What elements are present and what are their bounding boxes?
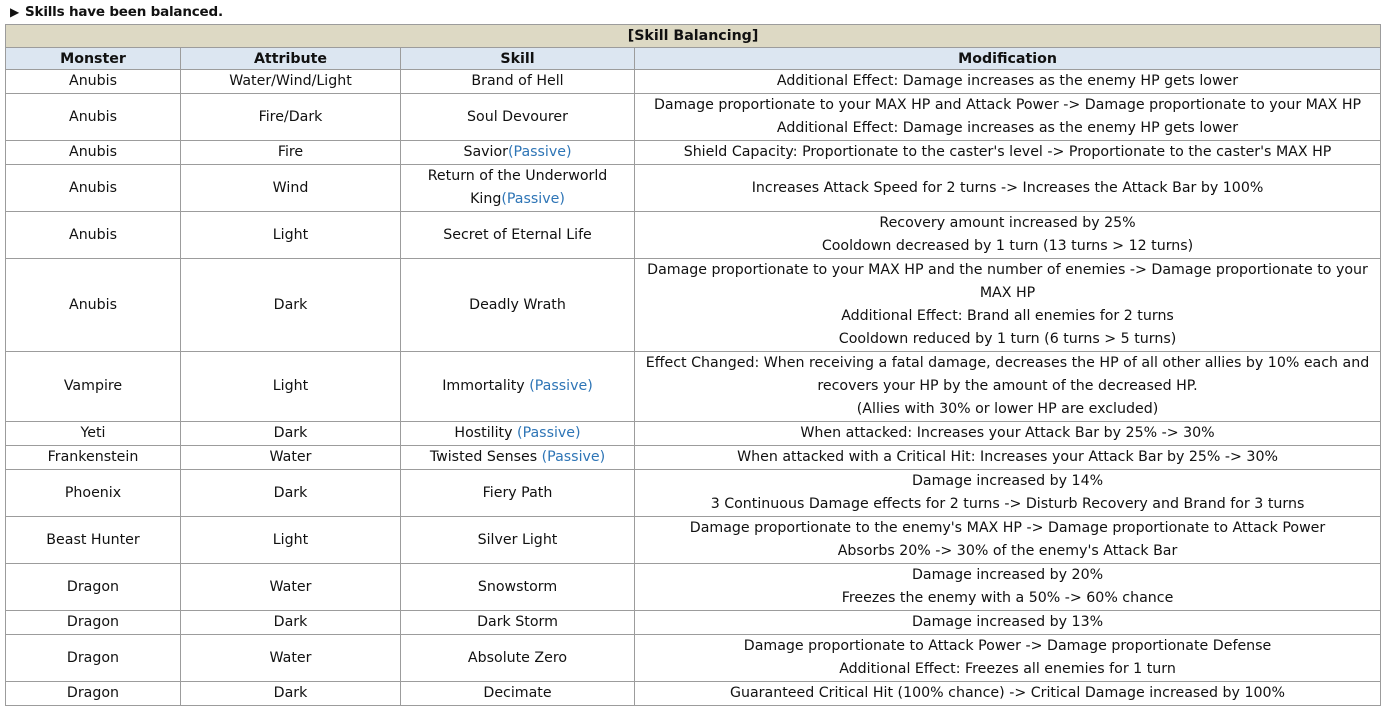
skill-name: Brand of Hell	[471, 73, 564, 89]
modification-line: Cooldown decreased by 1 turn (13 turns > 12 turns)	[821, 238, 1194, 254]
skill-balancing-table	[5, 24, 1381, 706]
modification-cell	[635, 259, 1381, 352]
skill-name: Absolute Zero	[467, 649, 568, 666]
table-row	[6, 564, 1381, 611]
monster-cell: Phoenix	[6, 470, 181, 517]
modification-line: Additional Effect: Brand all enemies for 2 turns	[841, 308, 1174, 324]
table-row	[6, 611, 1381, 635]
table-title: [Skill Balancing]	[6, 25, 1381, 48]
attribute-cell: Dark	[181, 259, 401, 352]
skill-cell	[401, 141, 635, 165]
monster-cell: Dragon	[6, 611, 181, 635]
table-row	[6, 165, 1381, 212]
modification-line: Increases Attack Speed for 2 turns -> Increases the Attack Bar by 100%	[751, 179, 1264, 196]
skill-cell	[401, 611, 635, 635]
modification-line: Effect Changed: When receiving a fatal damage, decreases the HP of all other allies by 10% each and recovers your HP by the amount of the decreased HP.	[645, 355, 1370, 394]
table-row	[6, 70, 1381, 94]
table-title-row	[6, 25, 1381, 48]
skill-cell	[401, 165, 635, 212]
modification-line: When attacked with a Critical Hit: Increases your Attack Bar by 25% -> 30%	[737, 449, 1278, 465]
attribute-cell: Water	[181, 446, 401, 470]
skill-name: Deadly Wrath	[469, 296, 566, 313]
modification-line: Damage proportionate to the enemy's MAX HP -> Damage proportionate to Attack Power	[689, 520, 1326, 536]
skill-cell	[401, 352, 635, 422]
table-row	[6, 446, 1381, 470]
skill-cell	[401, 94, 635, 141]
passive-tag: (Passive)	[517, 425, 581, 441]
attribute-cell: Dark	[181, 611, 401, 635]
skill-name: Silver Light	[477, 531, 558, 548]
passive-tag: (Passive)	[541, 449, 606, 465]
modification-line: When attacked: Increases your Attack Bar by 25% -> 30%	[800, 425, 1215, 441]
modification-line: Recovery amount increased by 25%	[879, 215, 1136, 231]
modification-line: Additional Effect: Freezes all enemies for 1 turn	[839, 661, 1176, 677]
modification-cell	[635, 446, 1381, 470]
modification-line: Damage proportionate to your MAX HP and the number of enemies -> Damage proportionate to your MAX HP	[647, 262, 1368, 301]
skill-name: Dark Storm	[477, 614, 558, 630]
skill-cell	[401, 564, 635, 611]
section-heading-text: Skills have been balanced.	[25, 4, 223, 20]
skill-name: Savior	[463, 144, 508, 160]
modification-line: Damage increased by 14%	[911, 473, 1104, 489]
modification-line: Absorbs 20% -> 30% of the enemy's Attack Bar	[837, 543, 1178, 559]
attribute-cell: Water/Wind/Light	[181, 70, 401, 94]
modification-cell	[635, 682, 1381, 706]
passive-tag: (Passive)	[501, 191, 565, 207]
attribute-cell: Light	[181, 517, 401, 564]
passive-tag: (Passive)	[529, 378, 593, 394]
skill-name: Hostility	[454, 425, 513, 441]
table-row	[6, 470, 1381, 517]
attribute-cell: Dark	[181, 422, 401, 446]
modification-line: Cooldown reduced by 1 turn (6 turns > 5 turns)	[838, 331, 1177, 347]
monster-cell: Anubis	[6, 259, 181, 352]
attribute-cell: Fire	[181, 141, 401, 165]
monster-cell: Anubis	[6, 141, 181, 165]
triangle-bullet-icon: ▶	[10, 5, 20, 19]
monster-cell: Anubis	[6, 212, 181, 259]
skill-cell	[401, 70, 635, 94]
monster-cell: Anubis	[6, 165, 181, 212]
attribute-cell: Dark	[181, 470, 401, 517]
column-header-modification: Modification	[635, 48, 1381, 70]
modification-line: Damage proportionate to your MAX HP and Attack Power -> Damage proportionate to your MAX HP	[653, 97, 1362, 113]
attribute-cell: Fire/Dark	[181, 94, 401, 141]
skill-cell	[401, 682, 635, 706]
table-header-row	[6, 48, 1381, 70]
attribute-cell: Light	[181, 212, 401, 259]
attribute-cell: Light	[181, 352, 401, 422]
monster-cell: Frankenstein	[6, 446, 181, 470]
column-header-attribute: Attribute	[181, 48, 401, 70]
modification-line: Additional Effect: Damage increases as the enemy HP gets lower	[776, 120, 1239, 136]
table-row	[6, 94, 1381, 141]
modification-cell	[635, 94, 1381, 141]
skill-cell	[401, 212, 635, 259]
skill-name: Fiery Path	[482, 484, 553, 501]
table-row	[6, 682, 1381, 706]
skill-cell	[401, 259, 635, 352]
attribute-cell: Wind	[181, 165, 401, 212]
skill-cell	[401, 422, 635, 446]
table-row	[6, 352, 1381, 422]
table-row	[6, 259, 1381, 352]
skill-name: Twisted Senses	[429, 449, 538, 465]
attribute-cell: Water	[181, 635, 401, 682]
modification-line: Shield Capacity: Proportionate to the caster's level -> Proportionate to the caster's MAX HP	[683, 144, 1332, 160]
modification-line: Freezes the enemy with a 50% -> 60% chance	[841, 590, 1174, 606]
table-row	[6, 635, 1381, 682]
modification-cell	[635, 517, 1381, 564]
modification-line: Damage increased by 20%	[911, 567, 1104, 583]
modification-line: Guaranteed Critical Hit (100% chance) -> Critical Damage increased by 100%	[730, 685, 1286, 701]
monster-cell: Beast Hunter	[6, 517, 181, 564]
skill-name: Decimate	[483, 685, 552, 701]
monster-cell: Dragon	[6, 682, 181, 706]
modification-cell	[635, 635, 1381, 682]
skill-cell	[401, 517, 635, 564]
monster-cell: Dragon	[6, 564, 181, 611]
table-row	[6, 422, 1381, 446]
skill-name: Soul Devourer	[467, 108, 568, 125]
modification-cell	[635, 212, 1381, 259]
attribute-cell: Dark	[181, 682, 401, 706]
skill-name: Immortality	[442, 378, 525, 394]
modification-cell	[635, 70, 1381, 94]
modification-cell	[635, 141, 1381, 165]
modification-line: Damage increased by 13%	[911, 614, 1104, 630]
monster-cell: Dragon	[6, 635, 181, 682]
modification-cell	[635, 470, 1381, 517]
modification-line: (Allies with 30% or lower HP are excluded)	[856, 401, 1159, 417]
modification-cell	[635, 165, 1381, 212]
monster-cell: Yeti	[6, 422, 181, 446]
column-header-skill: Skill	[401, 48, 635, 70]
modification-line: 3 Continuous Damage effects for 2 turns -> Disturb Recovery and Brand for 3 turns	[710, 496, 1305, 512]
table-row	[6, 141, 1381, 165]
modification-line: Damage proportionate to Attack Power -> Damage proportionate Defense	[743, 638, 1272, 654]
skill-name: Snowstorm	[477, 578, 558, 595]
column-header-monster: Monster	[6, 48, 181, 70]
attribute-cell: Water	[181, 564, 401, 611]
modification-cell	[635, 422, 1381, 446]
section-heading	[10, 2, 223, 22]
modification-line: Additional Effect: Damage increases as the enemy HP gets lower	[776, 73, 1239, 89]
skill-name: Secret of Eternal Life	[443, 226, 592, 243]
skill-cell	[401, 635, 635, 682]
monster-cell: Vampire	[6, 352, 181, 422]
skill-cell	[401, 470, 635, 517]
skill-name: Return of the Underworld King	[427, 168, 608, 207]
modification-cell	[635, 564, 1381, 611]
table-row	[6, 212, 1381, 259]
modification-cell	[635, 352, 1381, 422]
modification-cell	[635, 611, 1381, 635]
table-row	[6, 517, 1381, 564]
skill-cell	[401, 446, 635, 470]
passive-tag: (Passive)	[508, 144, 572, 160]
monster-cell: Anubis	[6, 70, 181, 94]
monster-cell: Anubis	[6, 94, 181, 141]
